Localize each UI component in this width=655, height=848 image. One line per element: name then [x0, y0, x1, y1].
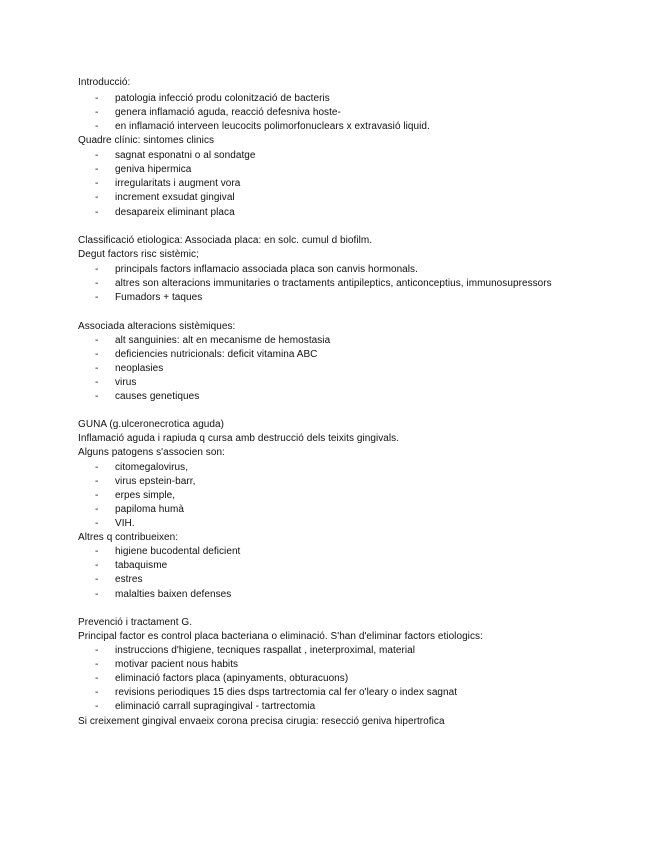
bullet-dash: -	[95, 178, 99, 189]
list-item: principals factors inflamacio associada placa son canvis hormonals.	[115, 264, 418, 275]
bullet-dash: -	[95, 107, 99, 118]
list-item: deficiencies nutricionals: deficit vitamina ABC	[115, 349, 318, 360]
list-item: altres son alteracions immunitaries o tractaments antipileptics, anticonceptius, immunosupressors	[115, 278, 552, 289]
list-item: papiloma humà	[115, 504, 185, 515]
list-item: increment exsudat gingival	[115, 192, 235, 203]
paragraph-line: Degut factors risc sistèmic;	[78, 249, 199, 260]
list-item: sagnat esponatni o al sondatge	[115, 150, 256, 161]
bullet-dash: -	[95, 335, 99, 346]
paragraph-line: Si creixement gingival envaeix corona precisa cirugia: resecció geniva hipertrofica	[78, 716, 445, 727]
paragraph-line: Altres q contribueixen:	[78, 532, 179, 543]
bullet-dash: -	[95, 207, 99, 218]
bullet-dash: -	[95, 363, 99, 374]
bullet-dash: -	[95, 349, 99, 360]
list-item: motivar pacient nous habits	[115, 659, 239, 670]
list-item: citomegalovirus,	[115, 462, 189, 473]
list-item: virus epstein-barr,	[115, 476, 196, 487]
bullet-dash: -	[95, 659, 99, 670]
list-item: VIH.	[115, 518, 135, 529]
list-item: neoplasies	[115, 363, 164, 374]
bullet-dash: -	[95, 264, 99, 275]
paragraph-line: Introducció:	[78, 77, 131, 88]
bullet-dash: -	[95, 687, 99, 698]
bullet-dash: -	[95, 462, 99, 473]
list-item: Fumadors + taques	[115, 292, 203, 303]
bullet-dash: -	[95, 150, 99, 161]
list-item: genera inflamació aguda, reacció defesniva hoste-	[115, 107, 341, 118]
bullet-dash: -	[95, 518, 99, 529]
bullet-dash: -	[95, 490, 99, 501]
bullet-dash: -	[95, 292, 99, 303]
list-item: irregularitats i augment vora	[115, 178, 241, 189]
bullet-dash: -	[95, 645, 99, 656]
paragraph-line: Inflamació aguda i rapiuda q cursa amb destrucció dels teixits gingivals.	[78, 433, 400, 444]
bullet-dash: -	[95, 164, 99, 175]
list-item: causes genetiques	[115, 391, 200, 402]
paragraph-line: GUNA (g.ulceronecrotica aguda)	[78, 419, 225, 430]
bullet-dash: -	[95, 504, 99, 515]
list-item: en inflamació interveen leucocits polimorfonuclears x extravasió liquid.	[115, 121, 430, 132]
bullet-dash: -	[95, 377, 99, 388]
list-item: estres	[115, 574, 143, 585]
list-item: eliminació factors placa (apinyaments, obturacuons)	[115, 673, 349, 684]
bullet-dash: -	[95, 391, 99, 402]
bullet-dash: -	[95, 673, 99, 684]
bullet-dash: -	[95, 574, 99, 585]
list-item: virus	[115, 377, 137, 388]
list-item: instruccions d'higiene, tecniques raspallat , ineterproximal, material	[115, 645, 415, 656]
list-item: tabaquisme	[115, 560, 168, 571]
list-item: higiene bucodental deficient	[115, 546, 241, 557]
bullet-dash: -	[95, 278, 99, 289]
list-item: geniva hipermica	[115, 164, 192, 175]
bullet-dash: -	[95, 121, 99, 132]
bullet-dash: -	[95, 701, 99, 712]
bullet-dash: -	[95, 546, 99, 557]
bullet-dash: -	[95, 192, 99, 203]
list-item: eliminació carrall supragingival - tartrectomia	[115, 701, 316, 712]
paragraph-line: Alguns patogens s'associen son:	[78, 447, 225, 458]
list-item: revisions periodiques 15 dies dsps tartrectomia cal fer o'leary o index sagnat	[115, 687, 458, 698]
bullet-dash: -	[95, 589, 99, 600]
bullet-dash: -	[95, 93, 99, 104]
list-item: patologia infecció produ colonització de bacteris	[115, 93, 330, 104]
paragraph-line: Principal factor es control placa bacteriana o eliminació. S'han d'eliminar factors etiologics:	[78, 631, 483, 642]
paragraph-line: Associada alteracions sistèmiques:	[78, 321, 236, 332]
list-item: desapareix eliminant placa	[115, 207, 235, 218]
list-item: erpes simple,	[115, 490, 176, 501]
list-item: malalties baixen defenses	[115, 589, 232, 600]
bullet-dash: -	[95, 476, 99, 487]
paragraph-line: Classificació etiologica: Associada placa: en solc. cumul d biofilm.	[78, 235, 373, 246]
paragraph-line: Prevenció i tractament G.	[78, 617, 193, 628]
bullet-dash: -	[95, 560, 99, 571]
paragraph-line: Quadre clínic: sintomes clinics	[78, 135, 215, 146]
list-item: alt sanguinies: alt en mecanisme de hemostasia	[115, 335, 331, 346]
